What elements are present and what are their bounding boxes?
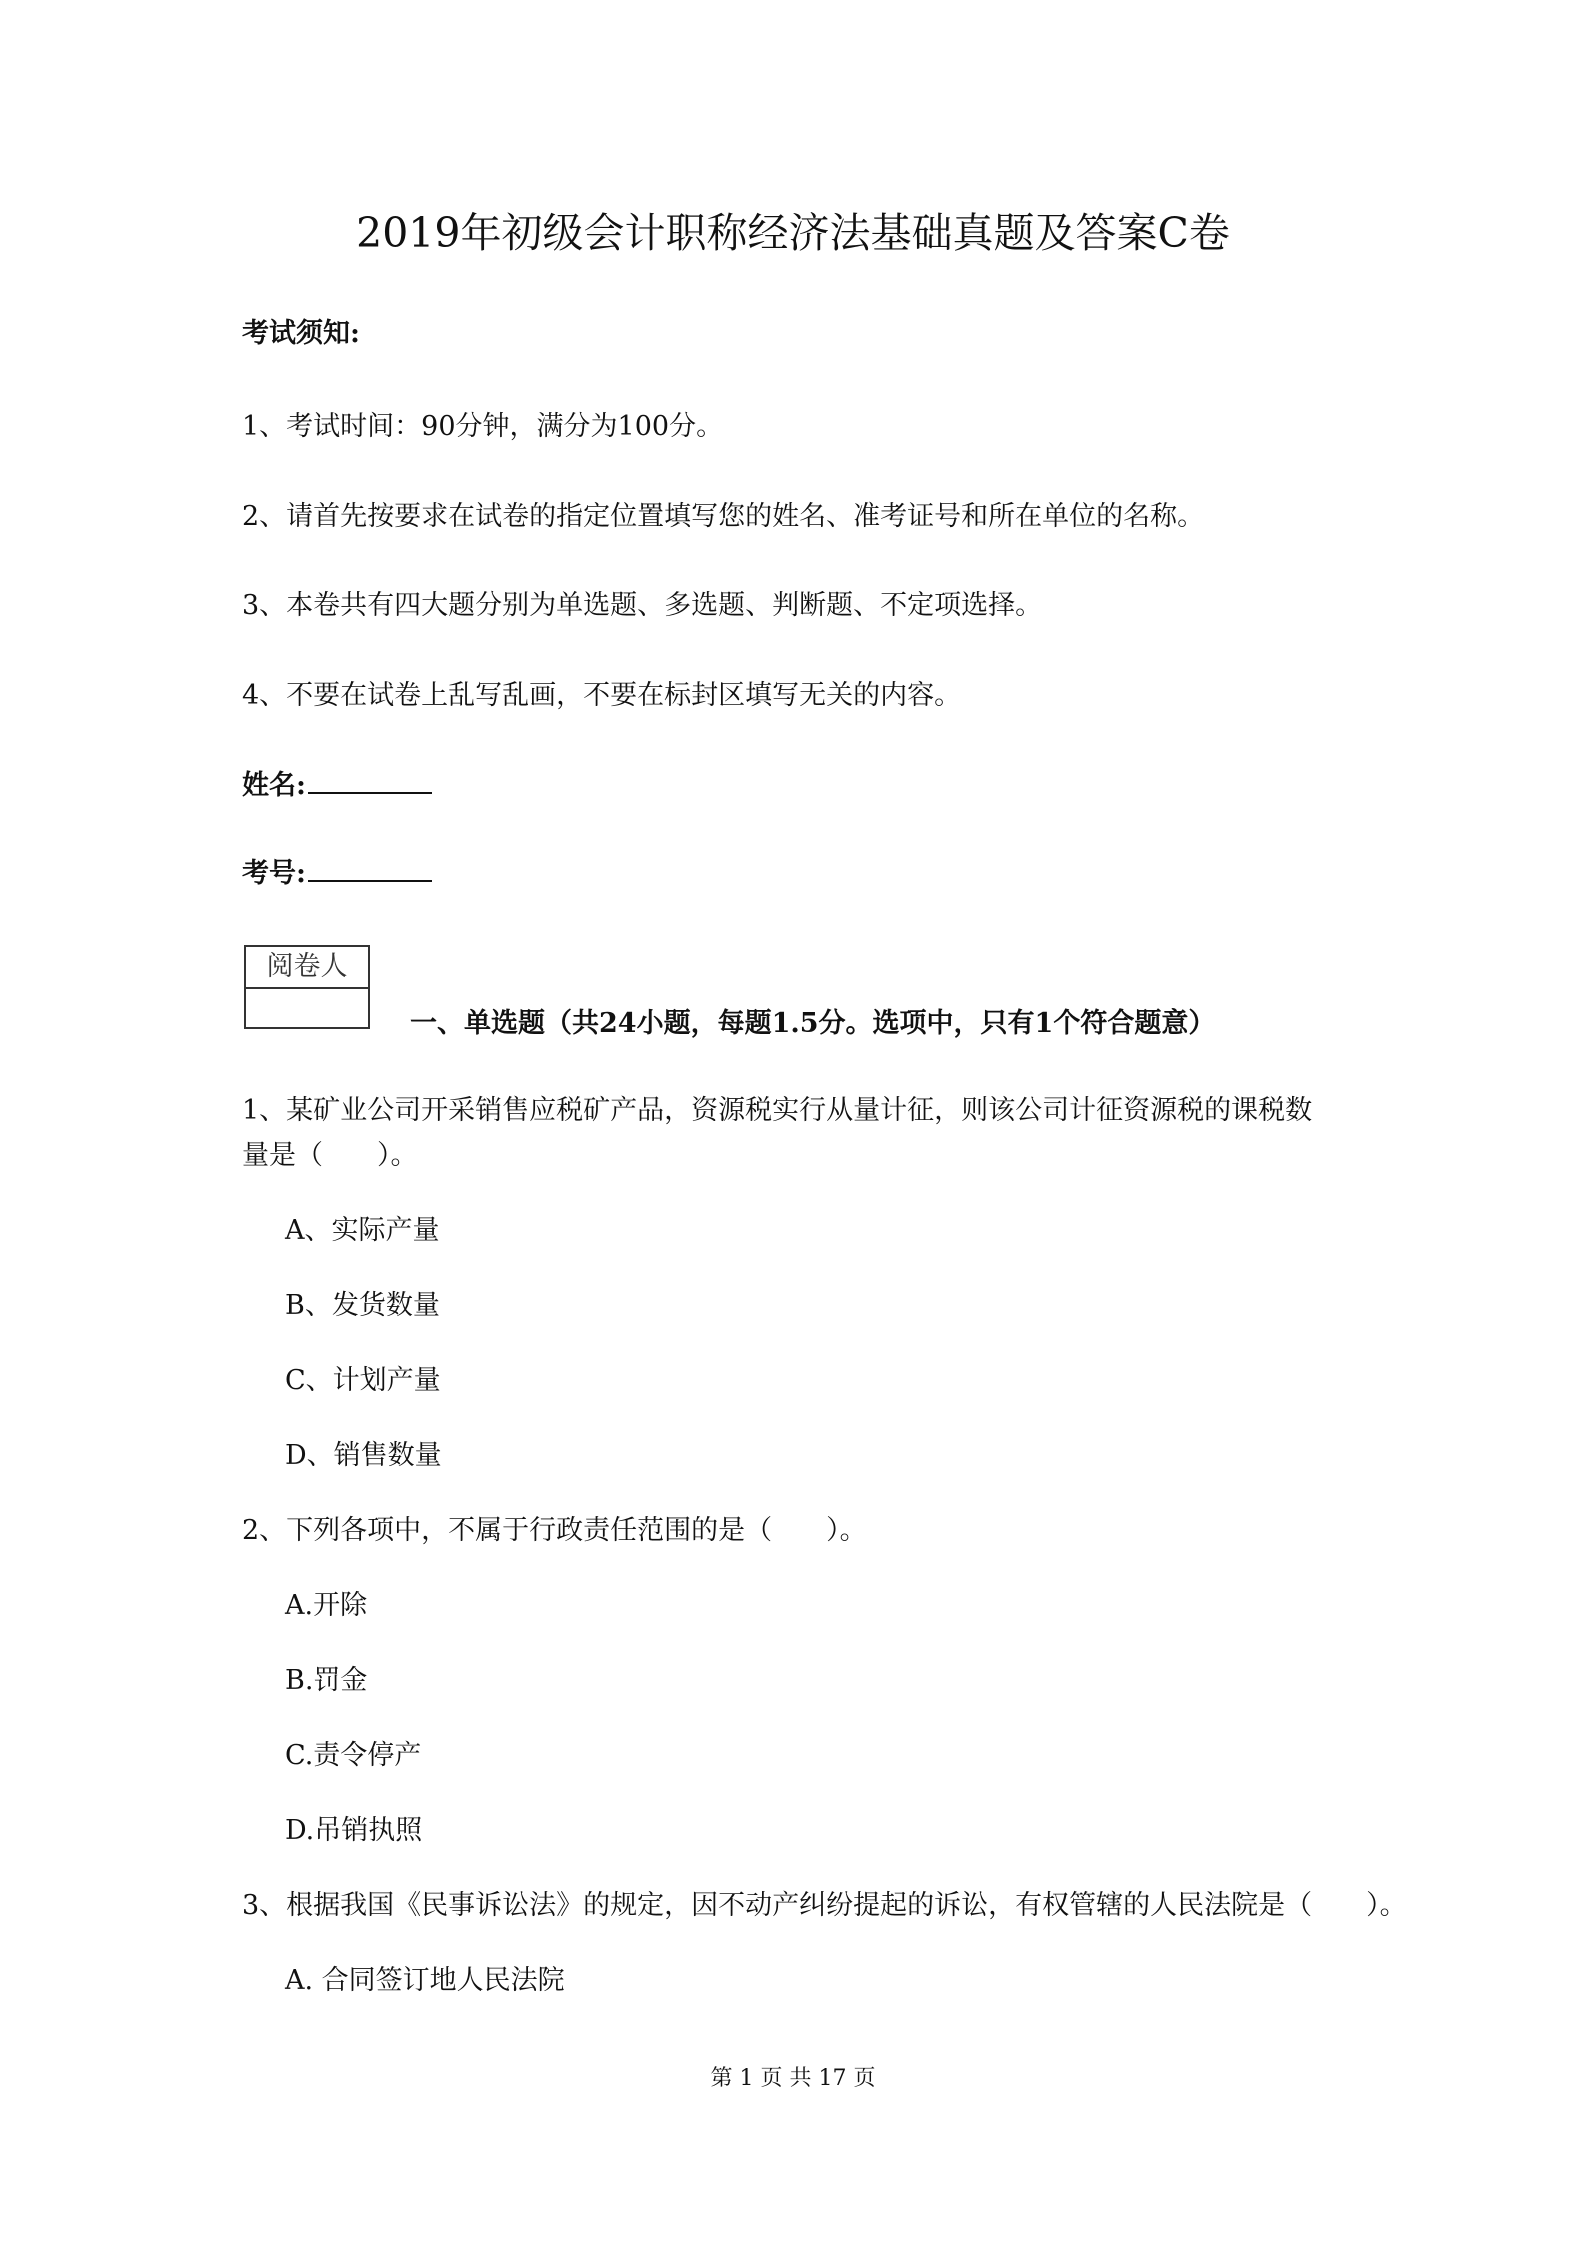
question-option: A.开除 — [285, 1590, 368, 1621]
exam-id-blank[interactable] — [308, 858, 432, 882]
grader-label: 阅卷人 — [246, 947, 368, 989]
exam-id-field-label: 考号: — [242, 858, 306, 889]
question-text: 量是（ ）。 — [242, 1140, 418, 1171]
instruction-item: 4、不要在试卷上乱写乱画，不要在标封区填写无关的内容。 — [242, 680, 962, 711]
question-text: 3、根据我国《民事诉讼法》的规定，因不动产纠纷提起的诉讼，有权管辖的人民法院是（ ）。 — [242, 1890, 1407, 1921]
name-blank[interactable] — [308, 770, 432, 794]
question-text: 1、某矿业公司开采销售应税矿产品，资源税实行从量计征，则该公司计征资源税的课税数 — [242, 1095, 1313, 1126]
instructions-heading: 考试须知: — [242, 318, 360, 349]
document-title: 2019年初级会计职称经济法基础真题及答案C卷 — [356, 209, 1230, 257]
name-field[interactable] — [242, 766, 432, 806]
question-option: A、实际产量 — [285, 1215, 440, 1246]
grader-box — [244, 945, 370, 1029]
section-heading-single-choice: 一、单选题（共24小题，每题1.5分。选项中，只有1个符合题意） — [410, 1008, 1216, 1039]
question-option: C.责令停产 — [285, 1740, 422, 1771]
instruction-item: 3、本卷共有四大题分别为单选题、多选题、判断题、不定项选择。 — [242, 590, 1043, 621]
question-option: D.吊销执照 — [285, 1815, 423, 1846]
question-option: C、计划产量 — [285, 1365, 441, 1396]
instruction-item: 2、请首先按要求在试卷的指定位置填写您的姓名、准考证号和所在单位的名称。 — [242, 501, 1205, 532]
page-number-footer: 第 1 页 共 17 页 — [710, 2066, 876, 2091]
name-field-label: 姓名: — [242, 770, 306, 801]
exam-id-field[interactable] — [242, 854, 432, 894]
instruction-item: 1、考试时间：90分钟，满分为100分。 — [242, 411, 724, 442]
question-option: B、发货数量 — [285, 1290, 440, 1321]
question-option: D、销售数量 — [285, 1440, 442, 1471]
question-option: A. 合同签订地人民法院 — [285, 1965, 565, 1996]
question-option: B.罚金 — [285, 1665, 368, 1696]
question-text: 2、下列各项中，不属于行政责任范围的是（ ）。 — [242, 1515, 867, 1546]
